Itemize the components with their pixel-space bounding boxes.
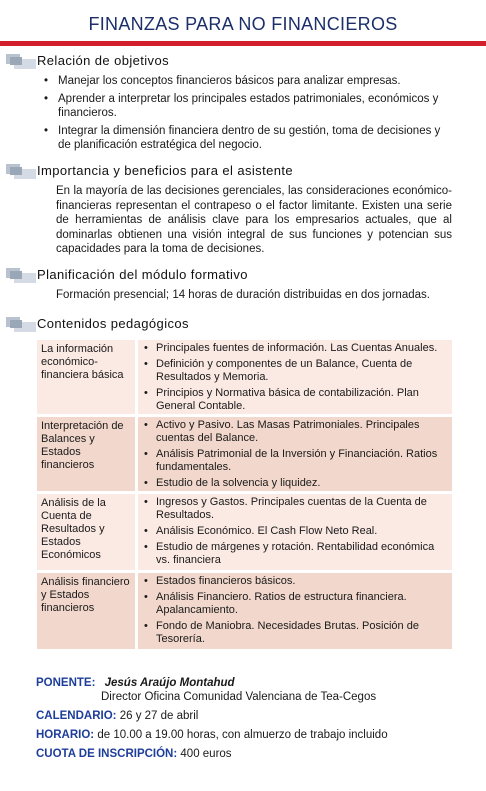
list-item: • Aprender a interpretar los principales estados patrimoniales, económicos y financieros. (44, 92, 454, 120)
list-item: • Análisis Financiero. Ratios de estructura financiera. Apalancamiento. (144, 591, 448, 617)
table-row (37, 417, 452, 491)
topic-cell: Interpretación de Balances y Estados financieros (37, 417, 135, 491)
section-title: Importancia y beneficios para el asistente (37, 163, 293, 178)
calendario-value: 26 y 27 de abril (119, 710, 199, 722)
list-item: • Integrar la dimensión financiera dentro de su gestión, toma de decisiones y de planificación estratégica del negocio. (44, 124, 454, 152)
ponente-name: Jesús Araújo Montahud (104, 677, 235, 689)
list-item: • Estados financieros básicos. (144, 575, 448, 588)
page-title: FINANZAS PARA NO FINANCIEROS (88, 14, 398, 34)
cuota-value: 400 euros (180, 748, 232, 760)
list-item: • Análisis Patrimonial de la Inversión y Financiación. Ratios fundamentales. (144, 448, 448, 474)
importancia-paragraph: En la mayoría de las decisiones gerenciales, las consideraciones económico-financieras representan el contrapeso o el factor limitante. Existen una serie de herramientas de análisis clave para los empresarios actuales, que al dominarlas obtienen una visión integral de sus funciones y potencian sus capacidades para la toma de decisiones. (56, 185, 452, 255)
section-title: Contenidos pedagógicos (37, 316, 189, 331)
title-rule (0, 41, 486, 46)
cuota-label: CUOTA DE INSCRIPCIÓN: (36, 748, 178, 760)
section-bullet-icon (6, 317, 36, 333)
list-item: • Estudio de márgenes y rotación. Rentabilidad económica vs. financiera (144, 541, 448, 567)
content-cell (138, 573, 452, 649)
ponente-label: PONENTE: (36, 677, 96, 689)
table-row (37, 494, 452, 570)
horario-label: HORARIO: (36, 729, 95, 741)
list-item: • Principales fuentes de información. Las Cuentas Anuales. (144, 342, 448, 355)
section-header-planificacion (6, 268, 476, 286)
ponente-line (36, 676, 235, 690)
section-title: Planificación del módulo formativo (37, 267, 248, 282)
list-item: • Activo y Pasivo. Las Masas Patrimoniales. Principales cuentas del Balance. (144, 419, 448, 445)
calendario-label: CALENDARIO: (36, 710, 117, 722)
list-item: • Principios y Normativa básica de contabilización. Plan General Contable. (144, 387, 448, 413)
planificacion-paragraph: Formación presencial; 14 horas de duración distribuidas en dos jornadas. (56, 289, 430, 301)
cuota-line (36, 747, 232, 761)
content-cell (138, 494, 452, 570)
topic-cell: Análisis financiero y Estados financieros (37, 573, 135, 649)
contenidos-table (37, 340, 452, 652)
table-row (37, 340, 452, 414)
horario-value: de 10.00 a 19.00 horas, con almuerzo de trabajo incluido (97, 729, 388, 741)
section-bullet-icon (6, 268, 36, 284)
section-header-objetivos (6, 54, 476, 72)
list-item: • Manejar los conceptos financieros básicos para analizar empresas. (44, 74, 454, 88)
section-bullet-icon (6, 164, 36, 180)
horario-line (36, 728, 388, 742)
content-cell (138, 340, 452, 414)
topic-cell: La información económico-financiera básica (37, 340, 135, 414)
calendario-line (36, 709, 198, 723)
list-item: • Análisis Económico. El Cash Flow Neto Real. (144, 525, 448, 538)
content-cell (138, 417, 452, 491)
list-item: • Ingresos y Gastos. Principales cuentas de la Cuenta de Resultados. (144, 496, 448, 522)
table-row (37, 573, 452, 649)
section-bullet-icon (6, 54, 36, 70)
objectives-list (44, 74, 454, 156)
list-item: • Fondo de Maniobra. Necesidades Brutas. Posición de Tesorería. (144, 620, 448, 646)
ponente-role: Director Oficina Comunidad Valenciana de Tea-Cegos (101, 691, 377, 703)
list-item: • Definición y componentes de un Balance, Cuenta de Resultados y Memoria. (144, 358, 448, 384)
section-title: Relación de objetivos (37, 53, 169, 68)
section-header-contenidos (6, 317, 476, 335)
list-item: • Estudio de la solvencia y liquidez. (144, 477, 448, 490)
topic-cell: Análisis de la Cuenta de Resultados y Estados Económicos (37, 494, 135, 570)
section-header-importancia (6, 164, 476, 182)
